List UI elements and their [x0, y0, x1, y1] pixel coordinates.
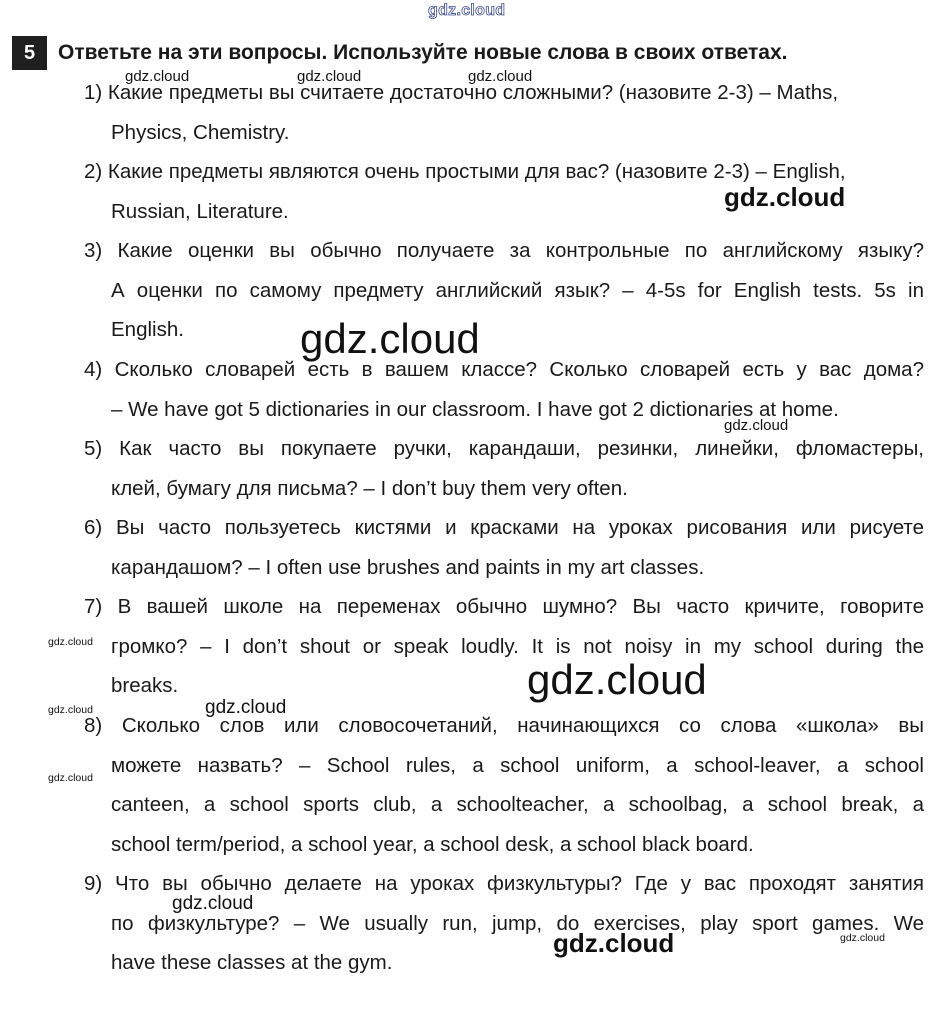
- question-4: [84, 350, 924, 429]
- question-line: 4) Сколько словарей есть в вашем классе? Сколько словарей есть у вас дома?: [84, 358, 924, 381]
- question-line: Russian, Literature.: [111, 199, 289, 223]
- question-line: по физкультуре? – We usually run, jump, do exercises, play sport games. We: [111, 911, 924, 935]
- question-line: карандашом? – I often use brushes and paints in my art classes.: [111, 555, 705, 579]
- question-line: 2) Какие предметы являются очень простыми для вас? (назовите 2-3) – English,: [84, 160, 846, 183]
- question-line: 3) Какие оценки вы обычно получаете за контрольные по английскому языку?: [84, 239, 924, 262]
- question-line: breaks.: [111, 674, 179, 697]
- question-line: canteen, a school sports club, a schoolteacher, a schoolbag, a school break, a: [111, 793, 924, 816]
- watermark: gdz.cloud: [125, 68, 190, 85]
- exercise-title: Ответьте на эти вопросы. Используйте новые слова в своих ответах.: [58, 41, 788, 64]
- question-line: можете назвать? – School rules, a school uniform, a school-leaver, a school: [111, 753, 924, 777]
- exercise-number-badge: 5: [12, 36, 47, 70]
- question-9: [84, 864, 924, 983]
- watermark: gdz.cloud: [172, 893, 254, 914]
- watermark: gdz.cloud: [428, 2, 506, 19]
- question-7: [84, 587, 924, 706]
- question-line: 5) Как часто вы покупаете ручки, карандаши, резинки, линейки, фломастеры,: [84, 437, 924, 460]
- question-line: Physics, Chemistry.: [111, 120, 290, 144]
- watermark: gdz.cloud: [300, 315, 480, 362]
- question-line: 1) Какие предметы вы считаете достаточно сложными? (назовите 2-3) – Maths,: [84, 81, 839, 104]
- watermark: gdz.cloud: [48, 636, 93, 648]
- question-line: 6) Вы часто пользуетесь кистями и красками на уроках рисования или рисуете: [84, 516, 924, 539]
- watermark: gdz.cloud: [48, 772, 93, 784]
- question-line: have these classes at the gym.: [111, 951, 393, 974]
- question-line: 7) В вашей школе на переменах обычно шумно? Вы часто кричите, говорите: [84, 595, 924, 618]
- watermark: gdz.cloud: [724, 182, 846, 212]
- question-line: 8) Сколько слов или словосочетаний, начинающихся со слова «школа» вы: [84, 714, 924, 737]
- question-line: 9) Что вы обычно делаете на уроках физкультуры? Где у вас проходят занятия: [84, 872, 924, 895]
- question-5: [84, 429, 924, 508]
- watermark: gdz.cloud: [205, 697, 287, 718]
- watermark: gdz.cloud: [527, 656, 707, 703]
- question-line: school term/period, a school year, a school desk, a school black board.: [111, 832, 754, 856]
- question-line: клей, бумагу для письма? – I don’t buy them very often.: [111, 476, 628, 500]
- question-8: [84, 706, 924, 864]
- question-line: громко? – I don’t shout or speak loudly. It is not noisy in my school during the: [111, 634, 924, 658]
- watermark: gdz.cloud: [840, 932, 885, 944]
- watermark: gdz.cloud: [724, 417, 789, 434]
- watermark: gdz.cloud: [297, 68, 362, 85]
- watermark: gdz.cloud: [48, 704, 93, 716]
- question-line: English.: [111, 318, 184, 341]
- question-3: [84, 231, 924, 350]
- question-line: А оценки по самому предмету английский язык? – 4-5s for English tests. 5s in: [111, 278, 924, 302]
- question-6: [84, 508, 924, 587]
- question-line: – We have got 5 dictionaries in our classroom. I have got 2 dictionaries at home.: [111, 397, 839, 421]
- watermark: gdz.cloud: [553, 928, 675, 958]
- watermark: gdz.cloud: [468, 68, 533, 85]
